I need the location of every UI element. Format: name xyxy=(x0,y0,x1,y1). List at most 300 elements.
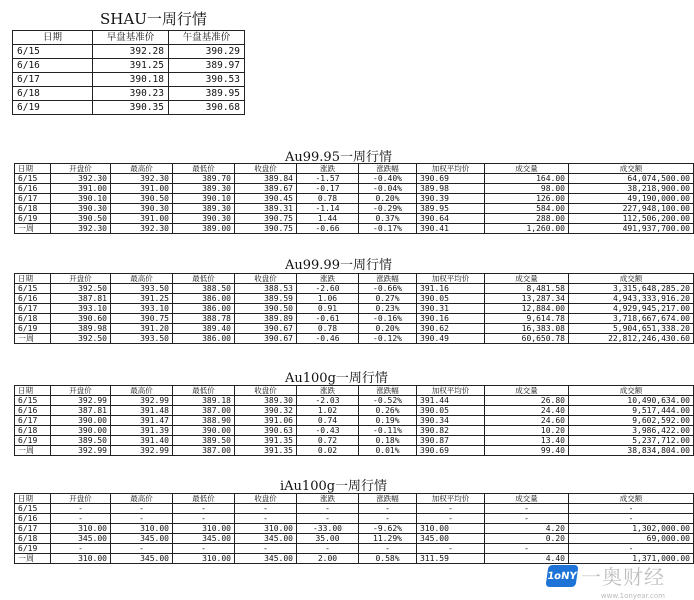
table-cell: 393.50 xyxy=(111,284,173,294)
column-header: 加权平均价 xyxy=(417,164,485,174)
table-cell: 一周 xyxy=(15,224,51,234)
column-header: 开盘价 xyxy=(51,386,111,396)
au9995-title: Au99.95一周行情 xyxy=(285,150,392,165)
table-cell: 4,929,945,217.00 xyxy=(569,304,694,314)
table-cell: 393.10 xyxy=(111,304,173,314)
watermark-url: www.1onyear.com xyxy=(600,592,665,600)
table-cell: 10.20 xyxy=(485,426,569,436)
table-row xyxy=(15,314,694,324)
table-cell: 一周 xyxy=(15,334,51,344)
table-cell: 389.31 xyxy=(235,204,297,214)
table-cell: 390.69 xyxy=(417,174,485,184)
table-cell: 9,602,592.00 xyxy=(569,416,694,426)
table-cell: 1,371,000.00 xyxy=(569,554,694,564)
table-cell: 6/17 xyxy=(13,73,93,87)
table-cell: 389.50 xyxy=(51,436,111,446)
table-cell: 387.00 xyxy=(173,446,235,456)
table-cell: 345.00 xyxy=(173,534,235,544)
table-cell: - xyxy=(297,514,359,524)
table-row xyxy=(15,284,694,294)
column-header: 成交量 xyxy=(485,386,569,396)
table-cell: 6/18 xyxy=(15,204,51,214)
table-cell: 392.30 xyxy=(111,174,173,184)
table-cell: 389.97 xyxy=(169,59,245,73)
table-cell: 390.41 xyxy=(417,224,485,234)
table-cell: - xyxy=(173,504,235,514)
table-cell: 164.00 xyxy=(485,174,569,184)
table-cell: 390.31 xyxy=(417,304,485,314)
table-cell: 1.44 xyxy=(297,214,359,224)
table-cell: 13,287.34 xyxy=(485,294,569,304)
table-cell: 112,506,200.00 xyxy=(569,214,694,224)
column-header: 加权平均价 xyxy=(417,386,485,396)
table-cell: 392.99 xyxy=(51,446,111,456)
column-header: 最高价 xyxy=(111,494,173,504)
table-cell: 69,000.00 xyxy=(569,534,694,544)
table-cell: - xyxy=(297,544,359,554)
table-row xyxy=(15,204,694,214)
table-cell: 0.58% xyxy=(359,554,417,564)
table-cell: 6/15 xyxy=(15,504,51,514)
table-cell: 389.67 xyxy=(235,184,297,194)
table-cell: 388.53 xyxy=(235,284,297,294)
table-cell: 6/19 xyxy=(15,324,51,334)
table-cell: 4.20 xyxy=(485,524,569,534)
table-row xyxy=(15,184,694,194)
shau-title: SHAU一周行情 xyxy=(100,10,207,28)
table-cell: -0.66% xyxy=(359,284,417,294)
table-cell: 386.00 xyxy=(173,294,235,304)
table-cell: - xyxy=(569,544,694,554)
table-cell: -1.57 xyxy=(297,174,359,184)
table-cell: - xyxy=(173,544,235,554)
table-cell: 6/19 xyxy=(15,544,51,554)
table-cell: -0.04% xyxy=(359,184,417,194)
table-cell: - xyxy=(235,544,297,554)
table-header-row xyxy=(15,274,694,284)
table-cell: 49,190,000.00 xyxy=(569,194,694,204)
table-cell: 391.47 xyxy=(111,416,173,426)
table-cell: 390.50 xyxy=(51,214,111,224)
column-header: 午盘基准价 xyxy=(169,31,245,45)
table-cell: -0.11% xyxy=(359,426,417,436)
table-cell: 0.72 xyxy=(297,436,359,446)
table-cell: - xyxy=(297,504,359,514)
table-cell: 6/19 xyxy=(15,214,51,224)
table-cell: - xyxy=(111,544,173,554)
table-cell: 389.70 xyxy=(173,174,235,184)
table-cell: 98.00 xyxy=(485,184,569,194)
table-cell: 389.59 xyxy=(235,294,297,304)
table-cell: -0.29% xyxy=(359,204,417,214)
table-cell: 390.00 xyxy=(173,426,235,436)
table-cell: 392.99 xyxy=(111,446,173,456)
column-header: 最高价 xyxy=(111,274,173,284)
table-cell: 391.06 xyxy=(235,416,297,426)
column-header: 涨跌 xyxy=(297,164,359,174)
table-header-row xyxy=(13,31,245,45)
table-cell: 6/15 xyxy=(13,45,93,59)
column-header: 日期 xyxy=(15,386,51,396)
column-header: 最低价 xyxy=(173,494,235,504)
table-cell: 584.00 xyxy=(485,204,569,214)
table-cell: -0.17% xyxy=(359,224,417,234)
table-cell: 35.00 xyxy=(297,534,359,544)
table-cell: 6/19 xyxy=(15,436,51,446)
table-cell: 345.00 xyxy=(235,534,297,544)
iau100g-table xyxy=(14,493,694,564)
table-row xyxy=(15,406,694,416)
column-header: 最低价 xyxy=(173,164,235,174)
table-cell: 0.23% xyxy=(359,304,417,314)
column-header: 涨跌幅 xyxy=(359,494,417,504)
table-cell: 0.01% xyxy=(359,446,417,456)
table-row xyxy=(15,224,694,234)
table-cell: 227,948,100.00 xyxy=(569,204,694,214)
table-cell: 392.30 xyxy=(51,174,111,184)
table-cell: 390.18 xyxy=(93,73,169,87)
table-row xyxy=(13,101,245,115)
table-cell: 6/15 xyxy=(15,284,51,294)
au100g-title: Au100g一周行情 xyxy=(285,371,388,386)
table-cell: 390.45 xyxy=(235,194,297,204)
table-row xyxy=(13,73,245,87)
table-cell: 390.16 xyxy=(417,314,485,324)
table-cell: 390.75 xyxy=(111,314,173,324)
table-cell: 1.02 xyxy=(297,406,359,416)
iau100g-title: iAu100g一周行情 xyxy=(280,479,388,494)
table-cell: 345.00 xyxy=(417,534,485,544)
table-cell: 390.60 xyxy=(51,314,111,324)
column-header: 开盘价 xyxy=(51,274,111,284)
table-cell: 6/16 xyxy=(15,294,51,304)
table-cell: 6/17 xyxy=(15,524,51,534)
table-cell: 24.60 xyxy=(485,416,569,426)
table-cell: 64,074,500.00 xyxy=(569,174,694,184)
column-header: 收盘价 xyxy=(235,494,297,504)
au9999-table xyxy=(14,273,694,344)
table-cell: -2.03 xyxy=(297,396,359,406)
table-cell: 491,937,700.00 xyxy=(569,224,694,234)
table-cell: 16,383.08 xyxy=(485,324,569,334)
table-cell: 388.78 xyxy=(173,314,235,324)
table-cell: 387.81 xyxy=(51,406,111,416)
table-cell: - xyxy=(111,504,173,514)
table-cell: 391.25 xyxy=(93,59,169,73)
table-cell: 392.30 xyxy=(51,224,111,234)
table-row xyxy=(15,304,694,314)
table-cell: 389.30 xyxy=(173,204,235,214)
table-cell: 391.16 xyxy=(417,284,485,294)
table-cell: - xyxy=(51,504,111,514)
column-header: 收盘价 xyxy=(235,386,297,396)
table-cell: - xyxy=(359,504,417,514)
table-cell: 390.23 xyxy=(93,87,169,101)
table-cell: 345.00 xyxy=(51,534,111,544)
table-cell: 22,812,246,430.60 xyxy=(569,334,694,344)
table-cell: -9.62% xyxy=(359,524,417,534)
table-cell: - xyxy=(51,514,111,524)
table-cell: 0.74 xyxy=(297,416,359,426)
table-cell: 345.00 xyxy=(235,554,297,564)
table-cell: 390.49 xyxy=(417,334,485,344)
table-cell: 26.80 xyxy=(485,396,569,406)
table-cell: 390.87 xyxy=(417,436,485,446)
table-cell: 391.48 xyxy=(111,406,173,416)
table-cell: - xyxy=(359,514,417,524)
table-cell: 391.35 xyxy=(235,436,297,446)
table-row xyxy=(15,426,694,436)
column-header: 早盘基准价 xyxy=(93,31,169,45)
table-cell: 392.99 xyxy=(51,396,111,406)
table-header-row xyxy=(15,164,694,174)
table-cell: 389.98 xyxy=(417,184,485,194)
table-cell: 393.10 xyxy=(51,304,111,314)
table-cell: - xyxy=(569,504,694,514)
table-cell: 0.78 xyxy=(297,194,359,204)
table-cell: 0.26% xyxy=(359,406,417,416)
table-cell: 393.50 xyxy=(111,334,173,344)
table-cell: 389.18 xyxy=(173,396,235,406)
table-cell: 6/18 xyxy=(13,87,93,101)
table-row xyxy=(15,214,694,224)
column-header: 涨跌 xyxy=(297,274,359,284)
column-header: 最高价 xyxy=(111,386,173,396)
table-cell: 0.20% xyxy=(359,194,417,204)
table-cell: 390.05 xyxy=(417,406,485,416)
table-row xyxy=(15,524,694,534)
table-cell: 392.50 xyxy=(51,334,111,344)
table-cell: 390.75 xyxy=(235,214,297,224)
table-cell: - xyxy=(485,544,569,554)
watermark-text: 一奥财经 xyxy=(581,565,665,589)
shau-table xyxy=(12,30,245,115)
table-cell: -0.66 xyxy=(297,224,359,234)
watermark xyxy=(547,561,665,590)
table-cell: 390.30 xyxy=(51,204,111,214)
table-cell: 386.00 xyxy=(173,334,235,344)
table-row xyxy=(15,446,694,456)
table-row xyxy=(15,396,694,406)
table-row xyxy=(15,544,694,554)
column-header: 最高价 xyxy=(111,164,173,174)
table-cell: -1.14 xyxy=(297,204,359,214)
column-header: 收盘价 xyxy=(235,274,297,284)
table-cell: 6/16 xyxy=(15,184,51,194)
table-cell: - xyxy=(235,504,297,514)
column-header: 涨跌幅 xyxy=(359,274,417,284)
table-cell: 6/16 xyxy=(13,59,93,73)
table-cell: 11.29% xyxy=(359,534,417,544)
table-cell: 389.50 xyxy=(173,436,235,446)
table-cell: 391.20 xyxy=(111,324,173,334)
table-cell: 6/18 xyxy=(15,314,51,324)
table-cell: 5,237,712.00 xyxy=(569,436,694,446)
table-cell: 390.62 xyxy=(417,324,485,334)
table-cell: 1,260.00 xyxy=(485,224,569,234)
table-cell: 391.35 xyxy=(235,446,297,456)
table-cell: 99.40 xyxy=(485,446,569,456)
au9999-title: Au99.99一周行情 xyxy=(285,258,392,273)
table-cell: 389.98 xyxy=(51,324,111,334)
table-cell: 389.84 xyxy=(235,174,297,184)
table-cell: 390.67 xyxy=(235,324,297,334)
au9995-table xyxy=(14,163,694,234)
column-header: 日期 xyxy=(15,164,51,174)
column-header: 收盘价 xyxy=(235,164,297,174)
table-cell: 9,517,444.00 xyxy=(569,406,694,416)
table-cell: 0.78 xyxy=(297,324,359,334)
table-cell: 390.53 xyxy=(169,73,245,87)
column-header: 成交额 xyxy=(569,164,694,174)
table-cell: 390.82 xyxy=(417,426,485,436)
table-row xyxy=(13,45,245,59)
table-cell: 1.06 xyxy=(297,294,359,304)
table-cell: 6/17 xyxy=(15,416,51,426)
table-cell: 391.25 xyxy=(111,294,173,304)
column-header: 加权平均价 xyxy=(417,274,485,284)
table-cell: 390.30 xyxy=(173,214,235,224)
table-cell: 0.27% xyxy=(359,294,417,304)
column-header: 日期 xyxy=(13,31,93,45)
table-cell: - xyxy=(417,514,485,524)
table-row xyxy=(15,294,694,304)
table-cell: 392.28 xyxy=(93,45,169,59)
table-cell: 60,650.78 xyxy=(485,334,569,344)
table-cell: 391.00 xyxy=(111,214,173,224)
column-header: 成交量 xyxy=(485,274,569,284)
table-row xyxy=(15,194,694,204)
column-header: 涨跌 xyxy=(297,386,359,396)
table-cell: 390.29 xyxy=(169,45,245,59)
table-cell: 390.68 xyxy=(169,101,245,115)
table-cell: 310.00 xyxy=(51,524,111,534)
table-cell: 311.59 xyxy=(417,554,485,564)
table-cell: 8,481.58 xyxy=(485,284,569,294)
table-cell: 391.44 xyxy=(417,396,485,406)
column-header: 涨跌幅 xyxy=(359,386,417,396)
table-cell: 386.00 xyxy=(173,304,235,314)
table-cell: - xyxy=(173,514,235,524)
table-cell: 390.32 xyxy=(235,406,297,416)
table-cell: 389.30 xyxy=(235,396,297,406)
column-header: 最低价 xyxy=(173,274,235,284)
column-header: 涨跌幅 xyxy=(359,164,417,174)
table-cell: 12,884.00 xyxy=(485,304,569,314)
table-row xyxy=(15,504,694,514)
table-cell: 389.00 xyxy=(173,224,235,234)
table-cell: - xyxy=(111,514,173,524)
table-cell: 390.50 xyxy=(111,194,173,204)
table-cell: - xyxy=(417,504,485,514)
table-cell: 24.40 xyxy=(485,406,569,416)
table-cell: - xyxy=(417,544,485,554)
table-cell: 6/18 xyxy=(15,534,51,544)
table-cell: 310.00 xyxy=(51,554,111,564)
table-cell: -0.17 xyxy=(297,184,359,194)
table-cell: - xyxy=(51,544,111,554)
column-header: 成交量 xyxy=(485,494,569,504)
table-cell: 390.75 xyxy=(235,224,297,234)
table-cell: 0.91 xyxy=(297,304,359,314)
table-cell: -0.43 xyxy=(297,426,359,436)
column-header: 日期 xyxy=(15,274,51,284)
table-cell: 392.50 xyxy=(51,284,111,294)
table-cell: 390.64 xyxy=(417,214,485,224)
table-row xyxy=(15,334,694,344)
table-row xyxy=(15,174,694,184)
table-cell: 389.40 xyxy=(173,324,235,334)
table-cell: 126.00 xyxy=(485,194,569,204)
table-cell: 0.02 xyxy=(297,446,359,456)
table-cell: - xyxy=(485,504,569,514)
table-cell: 388.50 xyxy=(173,284,235,294)
table-cell: 310.00 xyxy=(111,524,173,534)
table-cell: -2.60 xyxy=(297,284,359,294)
column-header: 成交额 xyxy=(569,494,694,504)
table-header-row xyxy=(15,494,694,504)
table-cell: 388.90 xyxy=(173,416,235,426)
column-header: 开盘价 xyxy=(51,164,111,174)
table-cell: 4.40 xyxy=(485,554,569,564)
table-cell: 390.34 xyxy=(417,416,485,426)
table-cell: 389.95 xyxy=(169,87,245,101)
table-cell: 0.18% xyxy=(359,436,417,446)
table-cell: 2.00 xyxy=(297,554,359,564)
table-cell: 389.95 xyxy=(417,204,485,214)
table-cell: -0.40% xyxy=(359,174,417,184)
table-cell: 387.81 xyxy=(51,294,111,304)
table-cell: 0.20 xyxy=(485,534,569,544)
table-cell: 391.00 xyxy=(51,184,111,194)
column-header: 成交额 xyxy=(569,386,694,396)
table-row xyxy=(15,534,694,544)
table-cell: 288.00 xyxy=(485,214,569,224)
table-header-row xyxy=(15,386,694,396)
table-row xyxy=(13,59,245,73)
table-cell: 3,718,667,674.00 xyxy=(569,314,694,324)
table-cell: 390.35 xyxy=(93,101,169,115)
table-cell: 392.99 xyxy=(111,396,173,406)
table-cell: -0.46 xyxy=(297,334,359,344)
table-cell: 391.39 xyxy=(111,426,173,436)
table-cell: 6/17 xyxy=(15,194,51,204)
table-cell: 6/18 xyxy=(15,426,51,436)
table-cell: - xyxy=(235,514,297,524)
table-cell: 6/16 xyxy=(15,514,51,524)
column-header: 开盘价 xyxy=(51,494,111,504)
table-cell: 390.50 xyxy=(235,304,297,314)
table-cell: 0.19% xyxy=(359,416,417,426)
table-cell: 390.39 xyxy=(417,194,485,204)
table-cell: 3,315,648,285.20 xyxy=(569,284,694,294)
table-cell: 390.69 xyxy=(417,446,485,456)
table-cell: 387.00 xyxy=(173,406,235,416)
table-cell: 390.00 xyxy=(51,416,111,426)
table-cell: 391.00 xyxy=(111,184,173,194)
table-cell: 0.20% xyxy=(359,324,417,334)
table-cell: 390.10 xyxy=(51,194,111,204)
table-cell: -0.12% xyxy=(359,334,417,344)
column-header: 加权平均价 xyxy=(417,494,485,504)
table-cell: 310.00 xyxy=(235,524,297,534)
watermark-logo-icon: 1oNY xyxy=(545,565,578,587)
table-cell: 6/15 xyxy=(15,396,51,406)
table-cell: 6/17 xyxy=(15,304,51,314)
column-header: 成交量 xyxy=(485,164,569,174)
table-row xyxy=(13,87,245,101)
column-header: 日期 xyxy=(15,494,51,504)
